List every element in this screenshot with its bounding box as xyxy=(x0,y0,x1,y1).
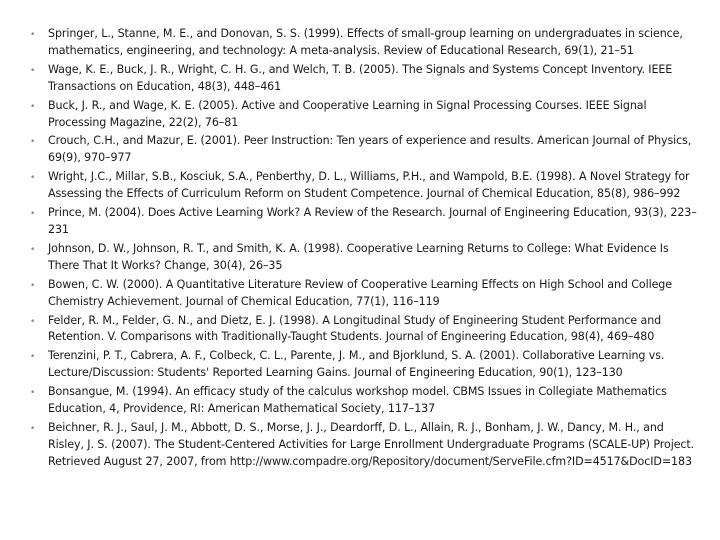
reference-text: Bowen, C. W. (2000). A Quantitative Literature Review of Cooperative Learning Effects on High School and College Chemistry Achievement. Journal of Chemical Education, 77(1), 116–119 xyxy=(48,277,672,308)
bullet-icon: • xyxy=(30,65,36,76)
bullet-icon: • xyxy=(30,388,36,399)
reference-text: Beichner, R. J., Saul, J. M., Abbott, D. S., Morse, J. J., Deardorff, D. L., Allain, R. J., Bonham, J. W., Dancy, M. H., and Risley, J. S. (2007). The Student-Centered Activities for Large Enrollment Undergraduate Programs (SCALE-UP) Project. Retrieved August 27, 2007, from http://www.compadre.org/Repository/document/ServeFile.cfm?ID=4517&DocID=183 xyxy=(48,420,695,468)
reference-item xyxy=(30,348,698,382)
reference-item xyxy=(30,98,698,132)
bullet-icon: • xyxy=(30,209,36,220)
reference-item xyxy=(30,62,698,96)
reference-text: Wage, K. E., Buck, J. R., Wright, C. H. G., and Welch, T. B. (2005). The Signals and Systems Concept Inventory. IEEE Transactions on Education, 48(3), 448–461 xyxy=(48,62,673,93)
reference-item xyxy=(30,26,698,60)
reference-item xyxy=(30,133,698,167)
reference-item xyxy=(30,277,698,311)
reference-text: Springer, L., Stanne, M. E., and Donovan, S. S. (1999). Effects of small-group learning on undergraduates in science, mathematics, engineering, and technology: A meta-analysis. Review of Educational Research, 69(1), 21–51 xyxy=(48,27,683,57)
bullet-icon: • xyxy=(30,30,36,40)
bullet-icon: • xyxy=(30,423,36,434)
bullet-icon: • xyxy=(30,280,36,291)
bullet-icon: • xyxy=(30,352,36,363)
reference-text: Bonsangue, M. (1994). An efficacy study of the calculus workshop model. CBMS Issues in Collegiate Mathematics Education, 4, Providence, RI: American Mathematical Society, 117–137 xyxy=(48,385,667,416)
reference-text: Terenzini, P. T., Cabrera, A. F., Colbeck, C. L., Parente, J. M., and Bjorklund, S. A. (2001). Collaborative Learning vs. Lecture/Discussion: Students' Reported Learning Gains. Journal of Engineering Education, 90(1), 123–130 xyxy=(48,349,665,380)
reference-item xyxy=(30,241,698,275)
bullet-icon: • xyxy=(30,316,36,327)
bullet-icon: • xyxy=(30,244,36,255)
bullet-icon: • xyxy=(30,173,36,184)
reference-item xyxy=(30,205,698,239)
reference-text: Buck, J. R., and Wage, K. E. (2005). Active and Cooperative Learning in Signal Processing Courses. IEEE Signal Processing Magazine, 22(2), 76–81 xyxy=(48,98,647,129)
reference-text: Wright, J.C., Millar, S.B., Kosciuk, S.A., Penberthy, D. L., Williams, P.H., and Wampold, B.E. (1998). A Novel Strategy for Assessing the Effects of Curriculum Reform on Student Competence. Journal of Chemical Education, 85(8), 986–992 xyxy=(48,170,690,201)
bullet-icon: • xyxy=(30,137,36,148)
reference-item xyxy=(30,169,698,203)
reference-item xyxy=(30,384,698,418)
reference-text: Johnson, D. W., Johnson, R. T., and Smith, K. A. (1998). Cooperative Learning Returns to College: What Evidence Is There That It Works? Change, 30(4), 26–35 xyxy=(48,241,669,272)
reference-item xyxy=(30,313,698,347)
bullet-icon: • xyxy=(30,101,36,112)
reference-text: Prince, M. (2004). Does Active Learning Work? A Review of the Research. Journal of Engineering Education, 93(3), 223–231 xyxy=(48,206,697,236)
reference-text: Felder, R. M., Felder, G. N., and Dietz, E. J. (1998). A Longitudinal Study of Engineering Student Performance and Retention. V. Comparisons with Traditionally-Taught Students. Journal of Engineering Education, 98(4), 469–480 xyxy=(48,313,662,344)
reference-list xyxy=(30,26,698,471)
reference-text: Crouch, C.H., and Mazur, E. (2001). Peer Instruction: Ten years of experience and results. American Journal of Physics, 69(9), 970–977 xyxy=(48,134,692,165)
reference-item xyxy=(30,420,698,471)
